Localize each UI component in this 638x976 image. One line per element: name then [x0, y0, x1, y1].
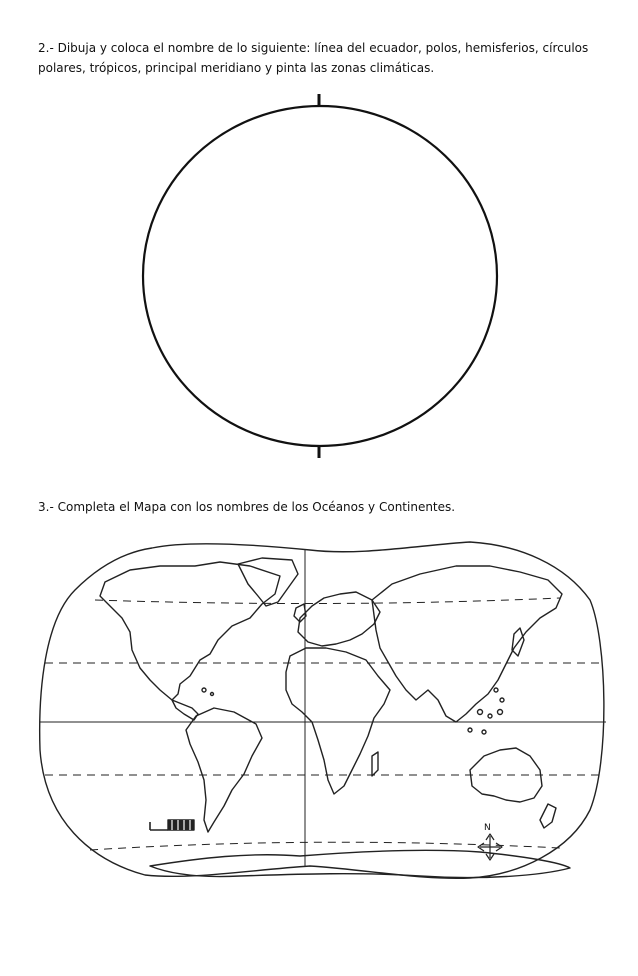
arctic-circle-line [95, 598, 560, 604]
caribbean-island [202, 688, 206, 692]
europe-outline [298, 592, 380, 646]
compass-rose-icon [478, 834, 502, 860]
exercise-3-instructions: 3.- Completa el Mapa con los nombres de los Océanos y Continentes. [38, 500, 456, 514]
world-map [40, 542, 606, 878]
globe-circle [143, 106, 497, 446]
compass-north-label: N [484, 823, 491, 833]
indonesia-island [488, 714, 492, 718]
philippines-island [494, 688, 498, 692]
blank-globe [143, 94, 497, 458]
exercise-2-line-1: 2.- Dibuja y coloca el nombre de lo siguiente: línea del ecuador, polos, hemisferios, círculos [38, 41, 589, 55]
central-america-outline [172, 700, 198, 720]
philippines-island [500, 698, 504, 702]
indonesia-island [468, 728, 472, 732]
madagascar-outline [372, 752, 378, 776]
asia-outline [372, 566, 562, 722]
north-america-outline [100, 562, 280, 700]
exercise-2-line-2: polares, trópicos, principal meridiano y pinta las zonas climáticas. [38, 61, 435, 75]
africa-outline [286, 648, 390, 794]
antarctica-outline [150, 850, 570, 877]
map-border [40, 542, 604, 878]
indonesia-island [482, 730, 486, 734]
south-america-outline [186, 708, 262, 832]
indonesia-island [478, 710, 483, 715]
indonesia-island [498, 710, 503, 715]
scale-bar-icon [150, 820, 194, 830]
caribbean-island [211, 693, 214, 696]
new-zealand-outline [540, 804, 556, 828]
